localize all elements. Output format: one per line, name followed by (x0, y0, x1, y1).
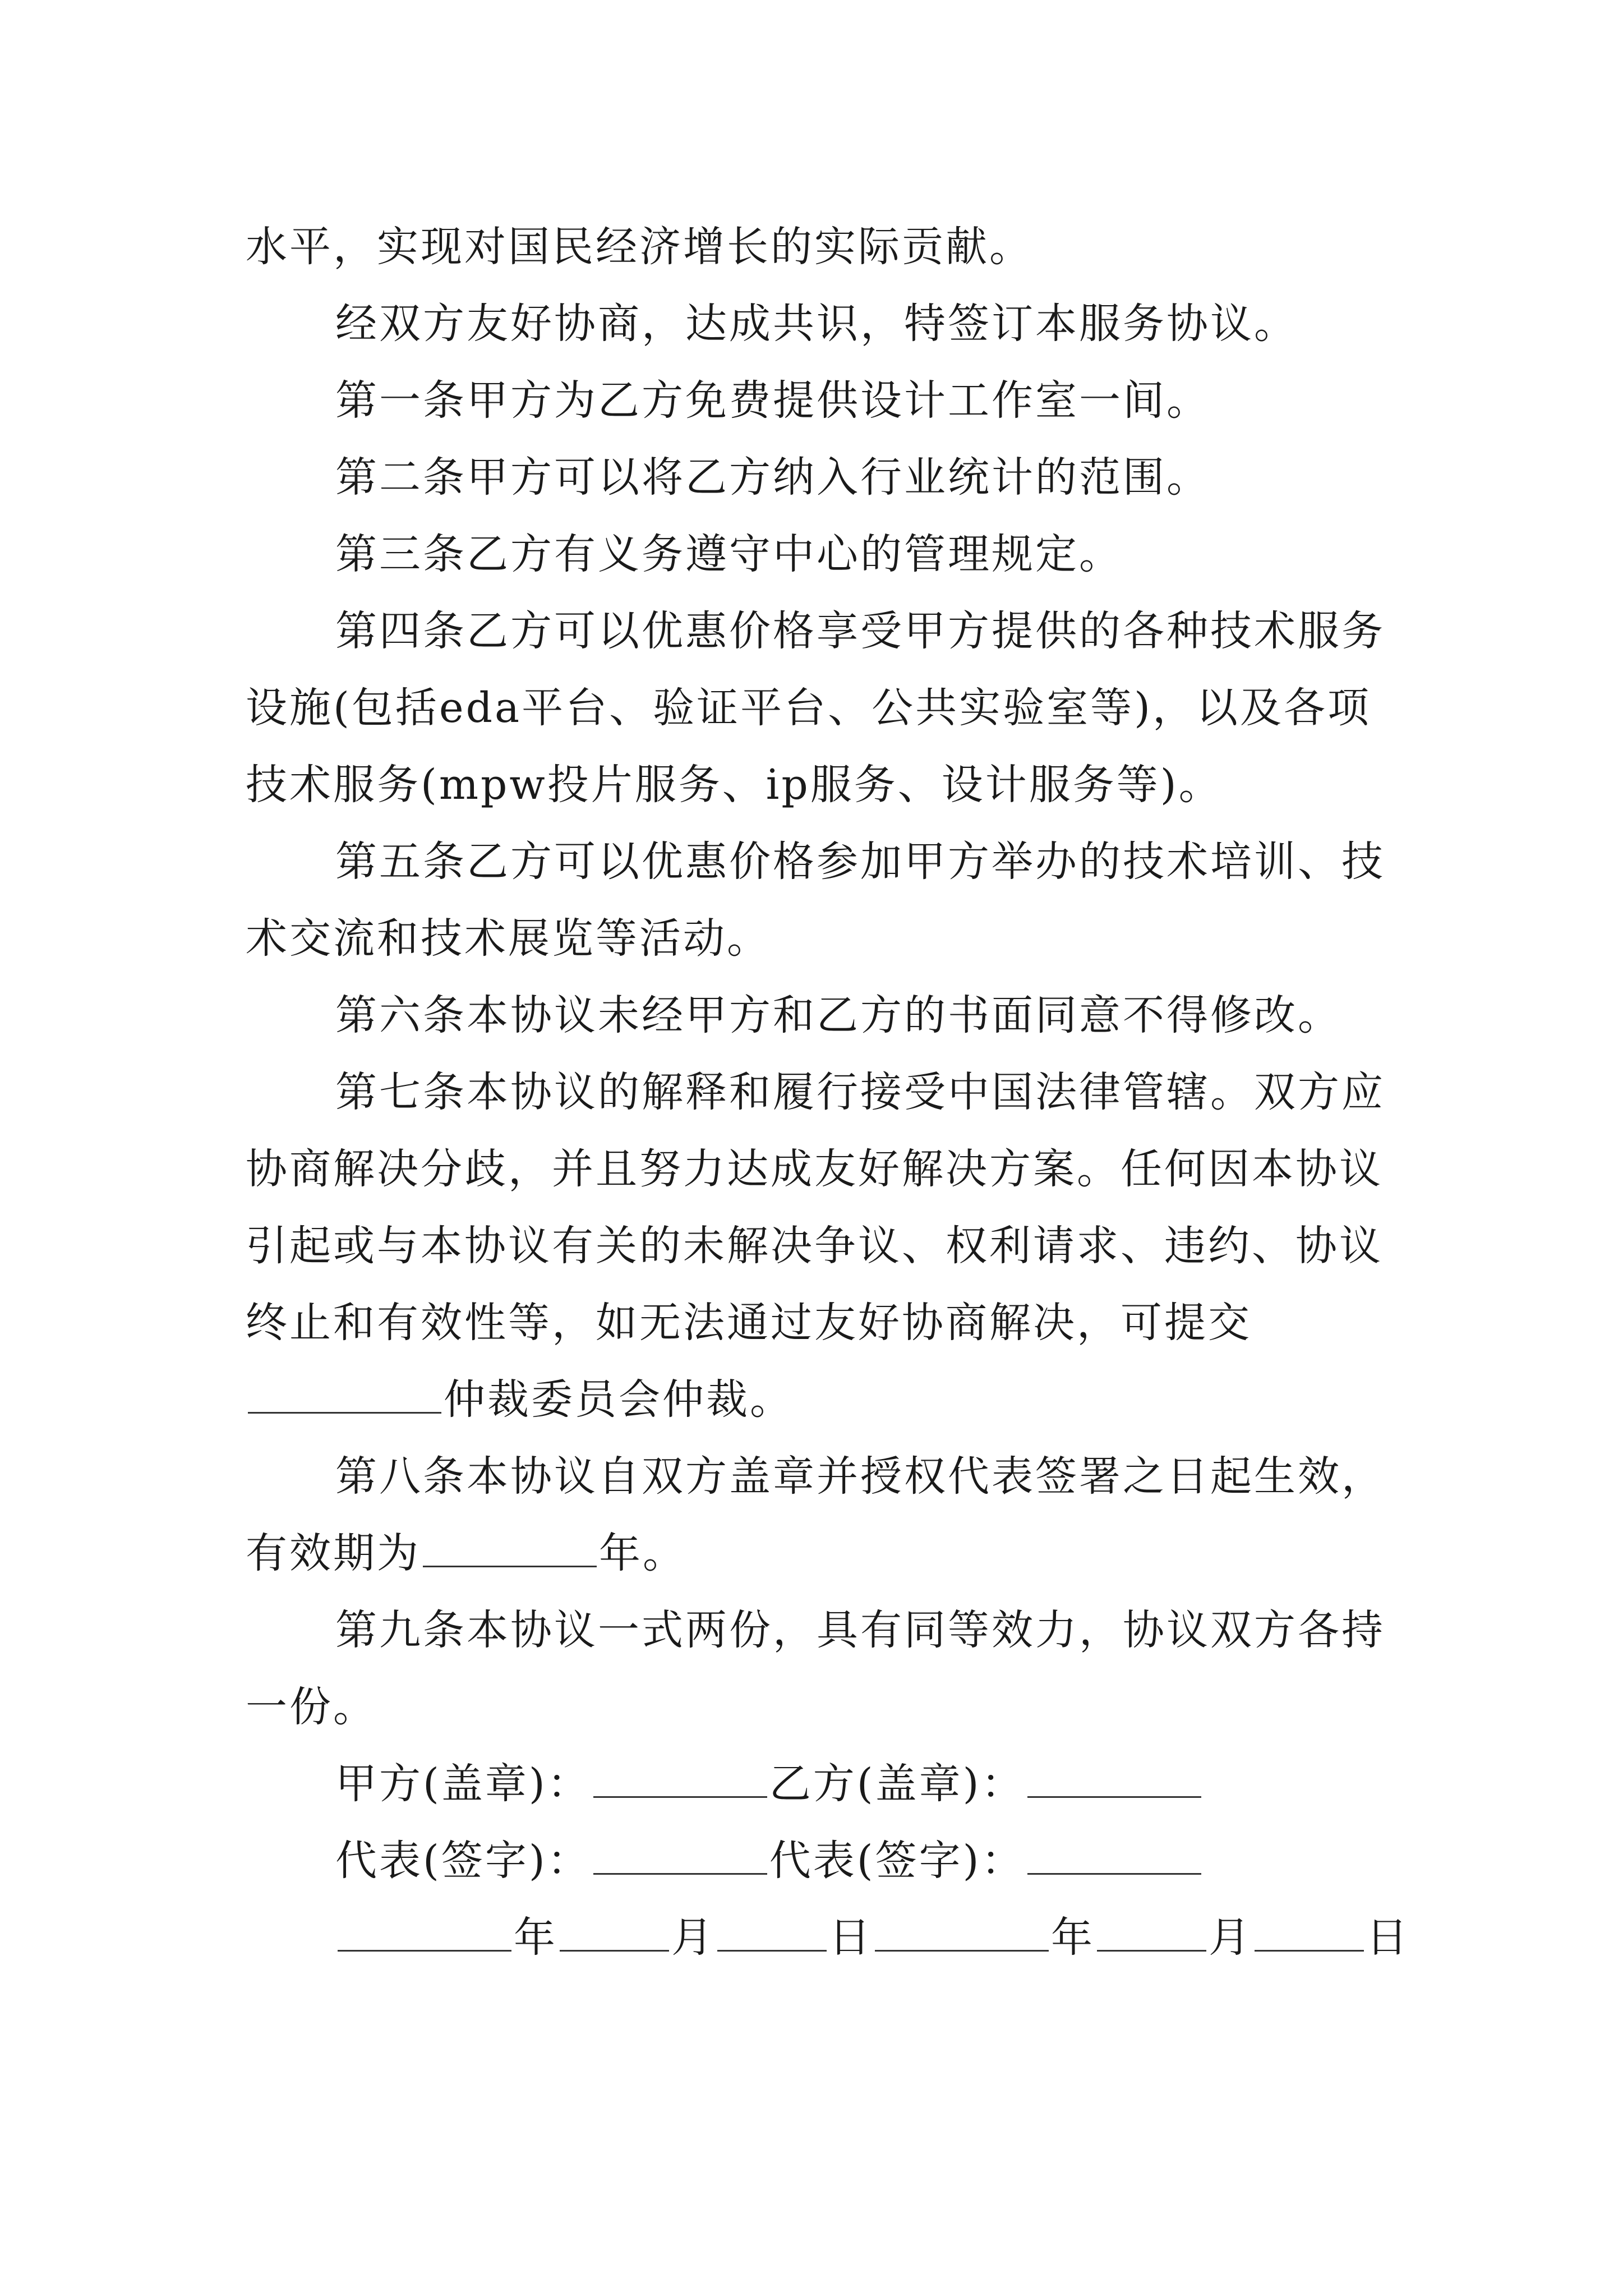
article-9: 第九条本协议一式两份，具有同等效力，协议双方各持一份。 (246, 1606, 1385, 1731)
date-row (246, 1899, 1410, 1976)
date-a-day-blank[interactable] (717, 1904, 827, 1952)
rep-a-sign-blank[interactable] (593, 1827, 767, 1875)
paragraph-consensus: 经双方友好协商，达成共识，特签订本服务协议。 (335, 300, 1298, 348)
rep-a-sign-label: 代表(签字)： (335, 1837, 591, 1885)
party-b-seal-label: 乙方(盖章)： (769, 1760, 1025, 1808)
rep-b-sign-blank[interactable] (1027, 1827, 1201, 1875)
rep-b-sign-label: 代表(签字)： (769, 1837, 1025, 1885)
date-b-day-label: 日 (1366, 1913, 1410, 1962)
validity-period-blank[interactable] (423, 1520, 597, 1567)
date-a-month-label: 月 (671, 1913, 715, 1962)
date-b-year-label: 年 (1051, 1913, 1095, 1962)
article-2: 第二条甲方可以将乙方纳入行业统计的范围。 (335, 453, 1210, 501)
date-a-day-label: 日 (829, 1913, 873, 1962)
article-3: 第三条乙方有义务遵守中心的管理规定。 (335, 530, 1123, 578)
date-b-month-blank[interactable] (1097, 1904, 1206, 1952)
article-7-text: 第七条本协议的解释和履行接受中国法律管辖。双方应协商解决分歧，并且努力达成友好解决方案。任何因本协议引起或与本协议有关的未解决争议、权利请求、违约、协议终止和有效性等，如无法通过友好协商解决，可提交 (246, 1068, 1385, 1347)
article-1: 第一条甲方为乙方免费提供设计工作室一间。 (335, 376, 1210, 425)
article-7 (246, 1054, 1407, 1438)
signature-row (246, 1823, 1407, 1899)
seal-row (246, 1746, 1407, 1823)
paragraph-continuation: 水平，实现对国民经济增长的实际贡献。 (246, 223, 1033, 271)
date-b-year-blank[interactable] (875, 1904, 1049, 1952)
article-8 (246, 1438, 1407, 1592)
article-8-text: 第八条本协议自双方盖章并授权代表签署之日起生效，有效期为 (246, 1452, 1385, 1577)
date-a-year-label: 年 (514, 1913, 557, 1962)
article-4: 第四条乙方可以优惠价格享受甲方提供的各种技术服务设施(包括eda平台、验证平台、公共实验室等)，以及各项技术服务(mpw投片服务、ip服务、设计服务等)。 (246, 607, 1385, 809)
arbitration-commission-blank[interactable] (248, 1366, 441, 1414)
article-6: 第六条本协议未经甲方和乙方的书面同意不得修改。 (335, 991, 1341, 1039)
article-8-tail: 年。 (599, 1529, 686, 1577)
agreement-body (246, 209, 1410, 1976)
article-5: 第五条乙方可以优惠价格参加甲方举办的技术培训、技术交流和技术展览等活动。 (246, 838, 1385, 963)
party-a-seal-label: 甲方(盖章)： (335, 1760, 591, 1808)
article-7-tail: 仲裁委员会仲裁。 (444, 1375, 794, 1424)
party-a-seal-blank[interactable] (593, 1750, 767, 1798)
date-a-year-blank[interactable] (338, 1904, 511, 1952)
date-a-month-blank[interactable] (560, 1904, 669, 1952)
date-b-day-blank[interactable] (1255, 1904, 1364, 1952)
party-b-seal-blank[interactable] (1027, 1750, 1201, 1798)
date-b-month-label: 月 (1209, 1913, 1252, 1962)
